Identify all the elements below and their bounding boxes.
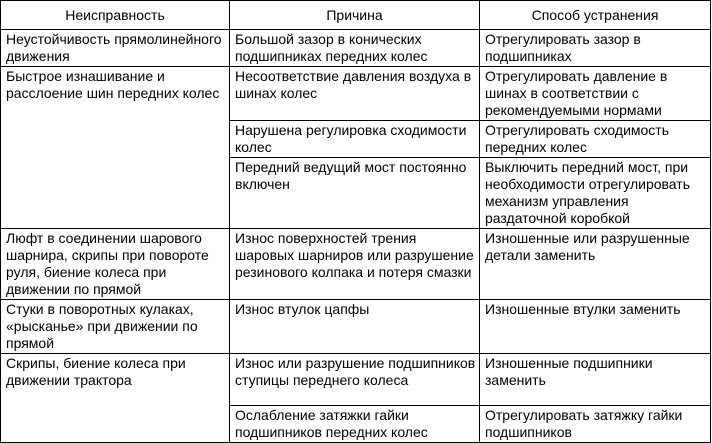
cause-cell: Износ втулок цапфы (230, 300, 480, 354)
cause-cell: Передний ведущий мост постоянно включен (230, 158, 480, 229)
remedy-cell: Изношенные или разрушенные детали заменить (480, 229, 711, 300)
fault-cell: Неустойчивость прямолинейного движения (1, 30, 230, 67)
fault-cell: Стуки в поворотных кулаках, «рысканье» при движении по прямой (1, 300, 230, 354)
remedy-cell: Отрегулировать сходимость передних колес (480, 121, 711, 158)
fault-cell: Быстрое изнашивание и расслоение шин передних колес (1, 67, 230, 229)
cause-cell: Износ или разрушение подшипников ступицы переднего колеса (230, 354, 480, 406)
header-fault: Неисправность (1, 1, 230, 30)
header-remedy: Способ устранения (480, 1, 711, 30)
table-row (1, 354, 711, 406)
cause-cell: Несоответствие давления воздуха в шинах колес (230, 67, 480, 121)
remedy-cell: Выключить передний мост, при необходимости отрегулировать механизм управления раздаточной коробкой (480, 158, 711, 229)
fault-cell: Скрипы, биение колеса при движении трактора (1, 354, 230, 443)
table-row (1, 229, 711, 300)
table-row (1, 67, 711, 121)
cause-cell: Ослабление затяжки гайки подшипников передних колес (230, 406, 480, 443)
remedy-cell: Отрегулировать зазор в подшипниках (480, 30, 711, 67)
cause-cell: Износ поверхностей трения шаровых шарниров или разрушение резинового колпака и потеря смазки (230, 229, 480, 300)
remedy-cell: Изношенные подшипники заменить (480, 354, 711, 406)
remedy-cell: Отрегулировать затяжку гайки подшипников (480, 406, 711, 443)
cause-cell: Нарушена регулировка сходимости колес (230, 121, 480, 158)
remedy-cell: Отрегулировать давление в шинах в соответствии с рекомендуемыми нормами (480, 67, 711, 121)
table-row (1, 30, 711, 67)
table-row (1, 300, 711, 354)
fault-cell: Люфт в соединении шарового шарнира, скрипы при повороте руля, биение колеса при движении по прямой (1, 229, 230, 300)
header-row (1, 1, 711, 30)
header-cause: Причина (230, 1, 480, 30)
remedy-cell: Изношенные втулки заменить (480, 300, 711, 354)
cause-cell: Большой зазор в конических подшипниках передних колес (230, 30, 480, 67)
